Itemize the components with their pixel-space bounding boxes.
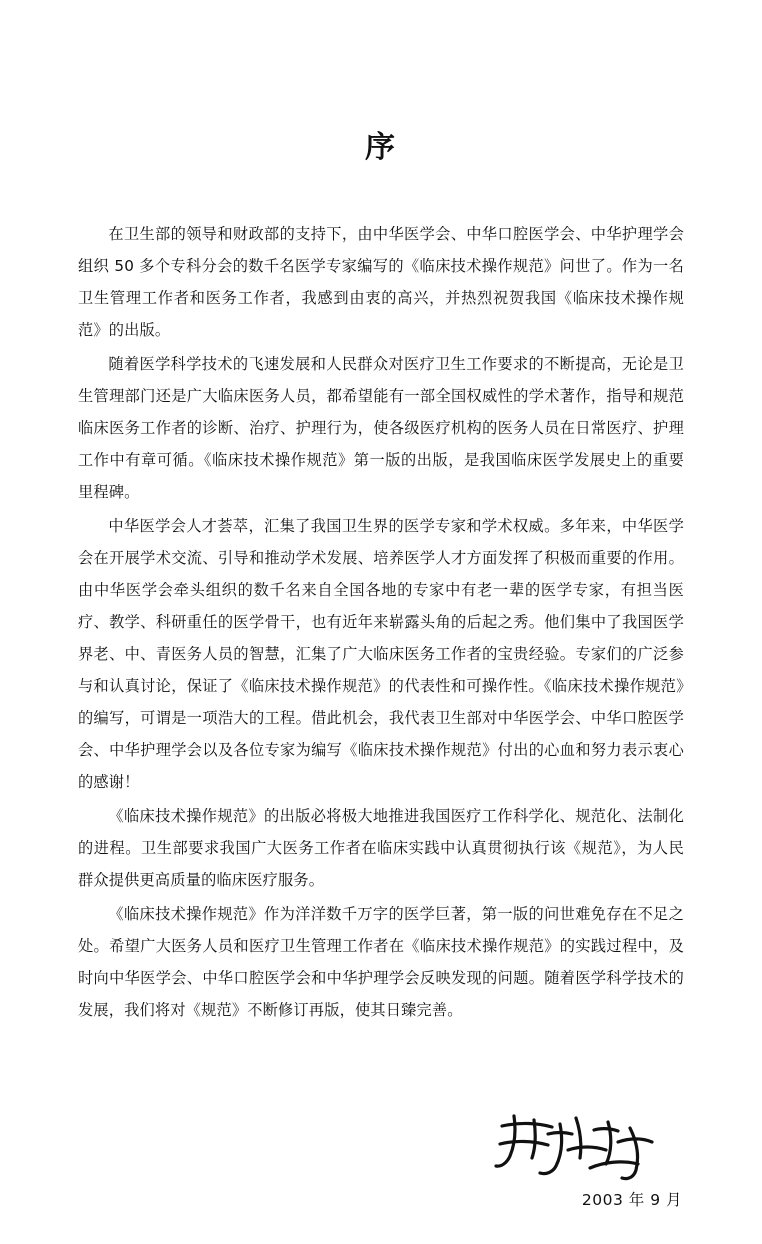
paragraph: 随着医学科学技术的飞速发展和人民群众对医疗卫生工作要求的不断提高，无论是卫生管理部门还是广大临床医务人员，都希望能有一部全国权威性的学术著作，指导和规范临床医务工作者的诊断、治疗、护理行为，使各级医疗机构的医务人员在日常医疗、护理工作中有章可循。《临床技术操作规范》第一版的出版，是我国临床医学发展史上的重要里程碑。 (78, 355, 684, 501)
paragraph: 《临床技术操作规范》的出版必将极大地推进我国医疗工作科学化、规范化、法制化的进程。卫生部要求我国广大医务工作者在临床实践中认真贯彻执行该《规范》，为人民群众提供更高质量的临床医疗服务。 (78, 807, 684, 889)
paragraph: 在卫生部的领导和财政部的支持下，由中华医学会、中华口腔医学会、中华护理学会组织 50 多个专科分会的数千名医学专家编写的《临床技术操作规范》问世了。作为一名卫生管理工作者和医务工作者，我感到由衷的高兴，并热烈祝贺我国《临床技术操作规范》的出版。 (78, 225, 684, 339)
page-title: 序 (365, 130, 397, 165)
document-page (0, 122, 762, 1244)
signature-date: 2003 年 9 月 (581, 1191, 682, 1209)
handwritten-signature-icon (384, 1110, 684, 1184)
paragraph: 中华医学会人才荟萃，汇集了我国卫生界的医学专家和学术权威。多年来，中华医学会在开展学术交流、引导和推动学术发展、培养医学人才方面发挥了积极而重要的作用。由中华医学会牵头组织的数千名来自全国各地的专家中有老一辈的医学专家，有担当医疗、教学、科研重任的医学骨干，也有近年来崭露头角的后起之秀。他们集中了我国医学界老、中、青医务人员的智慧，汇集了广大临床医务工作者的宝贵经验。专家们的广泛参与和认真讨论，保证了《临床技术操作规范》的代表性和可操作性。《临床技术操作规范》的编写，可谓是一项浩大的工程。借此机会，我代表卫生部对中华医学会、中华口腔医学会、中华护理学会以及各位专家为编写《临床技术操作规范》付出的心血和努力表示衷心的感谢！ (78, 517, 684, 791)
preface-body (78, 218, 684, 1026)
paragraph: 《临床技术操作规范》作为洋洋数千万字的医学巨著，第一版的问世难免存在不足之处。希望广大医务人员和医疗卫生管理工作者在《临床技术操作规范》的实践过程中，及时向中华医学会、中华口腔医学会和中华护理学会反映发现的问题。随着医学科学技术的发展，我们将对《规范》不断修订再版，使其日臻完善。 (78, 905, 684, 1019)
signature-block (384, 1110, 684, 1210)
